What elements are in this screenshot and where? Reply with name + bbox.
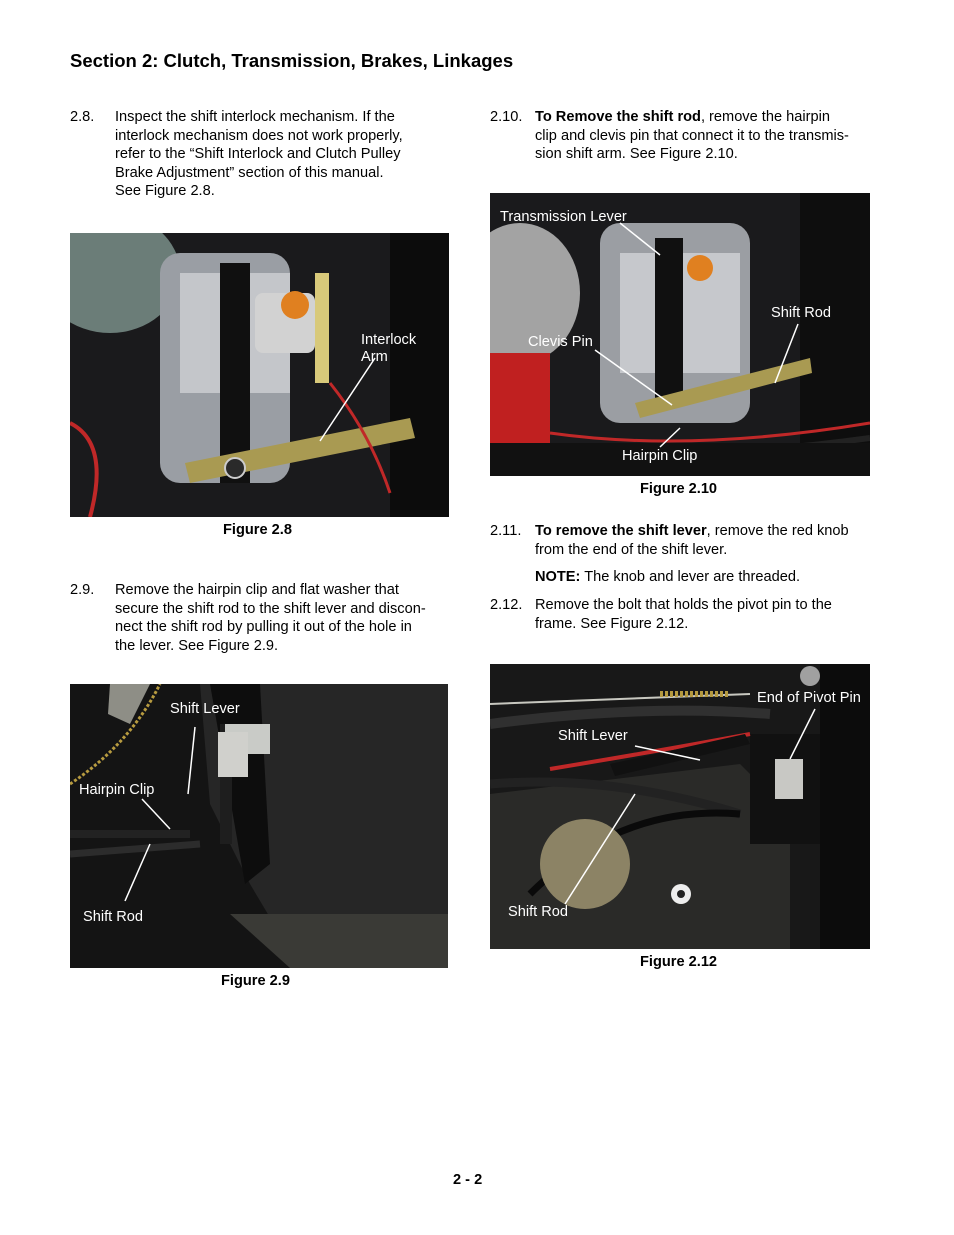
label-hairpin-clip: Hairpin Clip bbox=[79, 782, 155, 798]
step-line: from the end of the shift lever. bbox=[535, 541, 728, 558]
label-shift-lever: Shift Lever bbox=[558, 728, 628, 744]
figure-2-9-caption: Figure 2.9 bbox=[221, 973, 290, 989]
figure-2-12-caption: Figure 2.12 bbox=[640, 954, 718, 970]
label-interlock: Interlock bbox=[361, 332, 417, 348]
step-line: Brake Adjustment” section of this manual. bbox=[115, 164, 384, 181]
step-line: secure the shift rod to the shift lever and discon- bbox=[115, 600, 426, 617]
step-number: 2.8. bbox=[70, 109, 95, 125]
label-hairpin-clip: Hairpin Clip bbox=[622, 448, 698, 464]
step-line: Remove the hairpin clip and flat washer that bbox=[115, 582, 399, 598]
step-line: sion shift arm. See Figure 2.10. bbox=[535, 146, 738, 163]
section-title: Section 2: Clutch, Transmission, Brakes, Linkages bbox=[70, 50, 514, 71]
step-line: frame. See Figure 2.12. bbox=[535, 615, 689, 632]
label-end-of-pivot-pin: End of Pivot Pin bbox=[757, 690, 861, 706]
step-line: Inspect the shift interlock mechanism. If the bbox=[115, 109, 395, 125]
step-line: nect the shift rod by pulling it out of the hole in bbox=[115, 619, 412, 636]
label-shift-rod: Shift Rod bbox=[83, 909, 144, 925]
step-number: 2.9. bbox=[70, 582, 95, 598]
figure-2-10-caption: Figure 2.10 bbox=[640, 481, 718, 497]
label-shift-lever: Shift Lever bbox=[170, 701, 240, 717]
note bbox=[535, 568, 885, 587]
label-clevis-pin: Clevis Pin bbox=[528, 334, 593, 350]
step-line: See Figure 2.8. bbox=[115, 183, 215, 200]
step-number: 2.10. bbox=[490, 109, 523, 125]
step-text bbox=[535, 522, 849, 559]
figure-2-12-photo bbox=[490, 664, 870, 949]
step-number: 2.11. bbox=[490, 523, 522, 539]
note-label: NOTE: bbox=[535, 569, 581, 585]
step-line: interlock mechanism does not work properly, bbox=[115, 127, 403, 144]
step-text bbox=[115, 108, 403, 201]
figure-2-10-photo bbox=[490, 193, 870, 476]
step-rest: , remove the red knob bbox=[706, 523, 849, 539]
label-shift-rod: Shift Rod bbox=[508, 904, 569, 920]
figure-2-8-photo bbox=[70, 233, 449, 517]
step-text bbox=[115, 581, 426, 655]
label-arm: Arm bbox=[361, 349, 388, 365]
step-number: 2.12. bbox=[490, 597, 523, 613]
step-line: refer to the “Shift Interlock and Clutch Pulley bbox=[115, 146, 401, 163]
step-text bbox=[535, 596, 832, 633]
step-rest: , remove the hairpin bbox=[700, 109, 830, 125]
step-line: the lever. See Figure 2.9. bbox=[115, 637, 279, 654]
step-line bbox=[535, 522, 849, 541]
label-shift-rod: Shift Rod bbox=[771, 305, 832, 321]
label-transmission-lever: Transmission Lever bbox=[500, 209, 627, 225]
step-bold-lead: To remove the shift lever bbox=[535, 523, 707, 539]
step-line bbox=[535, 108, 849, 127]
step-line: Remove the bolt that holds the pivot pin to the bbox=[535, 597, 832, 613]
step-line: clip and clevis pin that connect it to the transmis- bbox=[535, 127, 849, 144]
step-bold-lead: To Remove the shift rod bbox=[535, 109, 701, 125]
note-text: The knob and lever are threaded. bbox=[580, 569, 801, 585]
page-number: 2 - 2 bbox=[453, 1172, 483, 1188]
step-text bbox=[535, 108, 849, 164]
figure-2-9-photo bbox=[70, 684, 448, 968]
figure-2-8-caption: Figure 2.8 bbox=[223, 522, 292, 538]
